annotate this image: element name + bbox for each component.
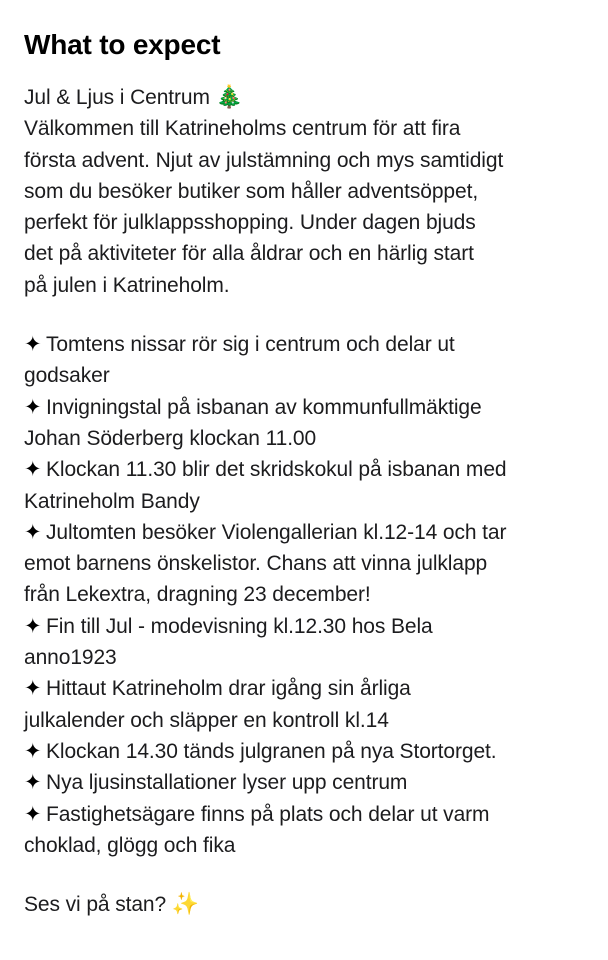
activity-text: choklad, glögg och fika <box>24 833 236 857</box>
activity-line <box>24 579 588 610</box>
activity-text: Tomtens nissar rör sig i centrum och delar ut <box>46 333 455 357</box>
activity-text: från Lekextra, dragning 23 december! <box>24 583 371 607</box>
activity-text: Jultomten besöker Violengallerian kl.12-14 och tar <box>46 520 507 544</box>
intro-line: Välkommen till Katrineholms centrum för att fira <box>24 117 461 141</box>
activity-text: Klockan 11.30 blir det skridskokul på isbanan med <box>46 458 507 482</box>
sparkle-bullet-icon: ✦ <box>24 739 42 763</box>
activity-line <box>24 799 588 830</box>
activity-item <box>24 454 588 517</box>
activity-line <box>24 360 588 391</box>
activity-text: Invigningstal på isbanan av kommunfullmäktige <box>46 395 482 419</box>
activity-line <box>24 486 588 517</box>
activity-item <box>24 767 588 798</box>
intro-paragraph <box>24 113 588 301</box>
sparkle-bullet-icon: ✦ <box>24 677 42 701</box>
activity-list <box>24 329 588 861</box>
sparkle-bullet-icon: ✦ <box>24 395 42 419</box>
activity-text: Nya ljusinstallationer lyser upp centrum <box>46 771 408 795</box>
activity-line <box>24 329 588 360</box>
sparkle-bullet-icon: ✦ <box>24 802 42 826</box>
intro-line: på julen i Katrineholm. <box>24 273 230 297</box>
activity-item <box>24 329 588 392</box>
activity-item <box>24 673 588 736</box>
activity-text: Hittaut Katrineholm drar igång sin årliga <box>46 677 411 701</box>
activity-line <box>24 830 588 861</box>
sparkle-bullet-icon: ✦ <box>24 458 42 482</box>
activity-text: julkalender och släpper en kontroll kl.14 <box>24 708 389 732</box>
activity-text: Klockan 14.30 tänds julgranen på nya Stortorget. <box>46 739 497 763</box>
intro-line: som du besöker butiker som håller adventsöppet, <box>24 179 479 203</box>
paragraph-spacer <box>24 301 588 329</box>
activity-item <box>24 736 588 767</box>
activity-line <box>24 423 588 454</box>
activity-line <box>24 517 588 548</box>
sparkles-icon: ✨ <box>171 892 200 918</box>
closing-text: Ses vi på stan? <box>24 893 167 917</box>
sparkle-bullet-icon: ✦ <box>24 333 42 357</box>
activity-text: godsaker <box>24 364 110 388</box>
activity-line <box>24 767 588 798</box>
activity-text: Katrineholm Bandy <box>24 489 200 513</box>
activity-line <box>24 392 588 423</box>
intro-line: det på aktiviteter för alla åldrar och en härlig start <box>24 242 474 266</box>
event-title: Jul & Ljus i Centrum <box>24 86 210 109</box>
activity-text: Fastighetsägare finns på plats och delar ut varm <box>46 802 490 826</box>
activity-item <box>24 611 588 674</box>
activity-line <box>24 736 588 767</box>
activity-item <box>24 517 588 611</box>
activity-line <box>24 548 588 579</box>
sparkle-bullet-icon: ✦ <box>24 614 42 638</box>
activity-text: Fin till Jul - modevisning kl.12.30 hos Bela <box>46 614 433 638</box>
activity-line <box>24 705 588 736</box>
sparkle-bullet-icon: ✦ <box>24 520 42 544</box>
activity-line <box>24 454 588 485</box>
activity-text: emot barnens önskelistor. Chans att vinna julklapp <box>24 552 488 576</box>
intro-line: första advent. Njut av julstämning och mys samtidigt <box>24 148 504 172</box>
activity-item <box>24 799 588 862</box>
closing-line <box>24 889 588 920</box>
paragraph-spacer <box>24 861 588 889</box>
intro-line: perfekt för julklappsshopping. Under dagen bjuds <box>24 211 476 235</box>
christmas-tree-icon: 🎄 <box>215 85 243 110</box>
activity-item <box>24 392 588 455</box>
activity-line <box>24 642 588 673</box>
event-title-line <box>24 82 588 113</box>
activity-line <box>24 673 588 704</box>
sparkle-bullet-icon: ✦ <box>24 771 42 795</box>
activity-text: Johan Söderberg klockan 11.00 <box>24 426 317 450</box>
event-description <box>24 82 588 920</box>
section-heading: What to expect <box>24 29 221 60</box>
activity-line <box>24 611 588 642</box>
activity-text: anno1923 <box>24 646 117 670</box>
